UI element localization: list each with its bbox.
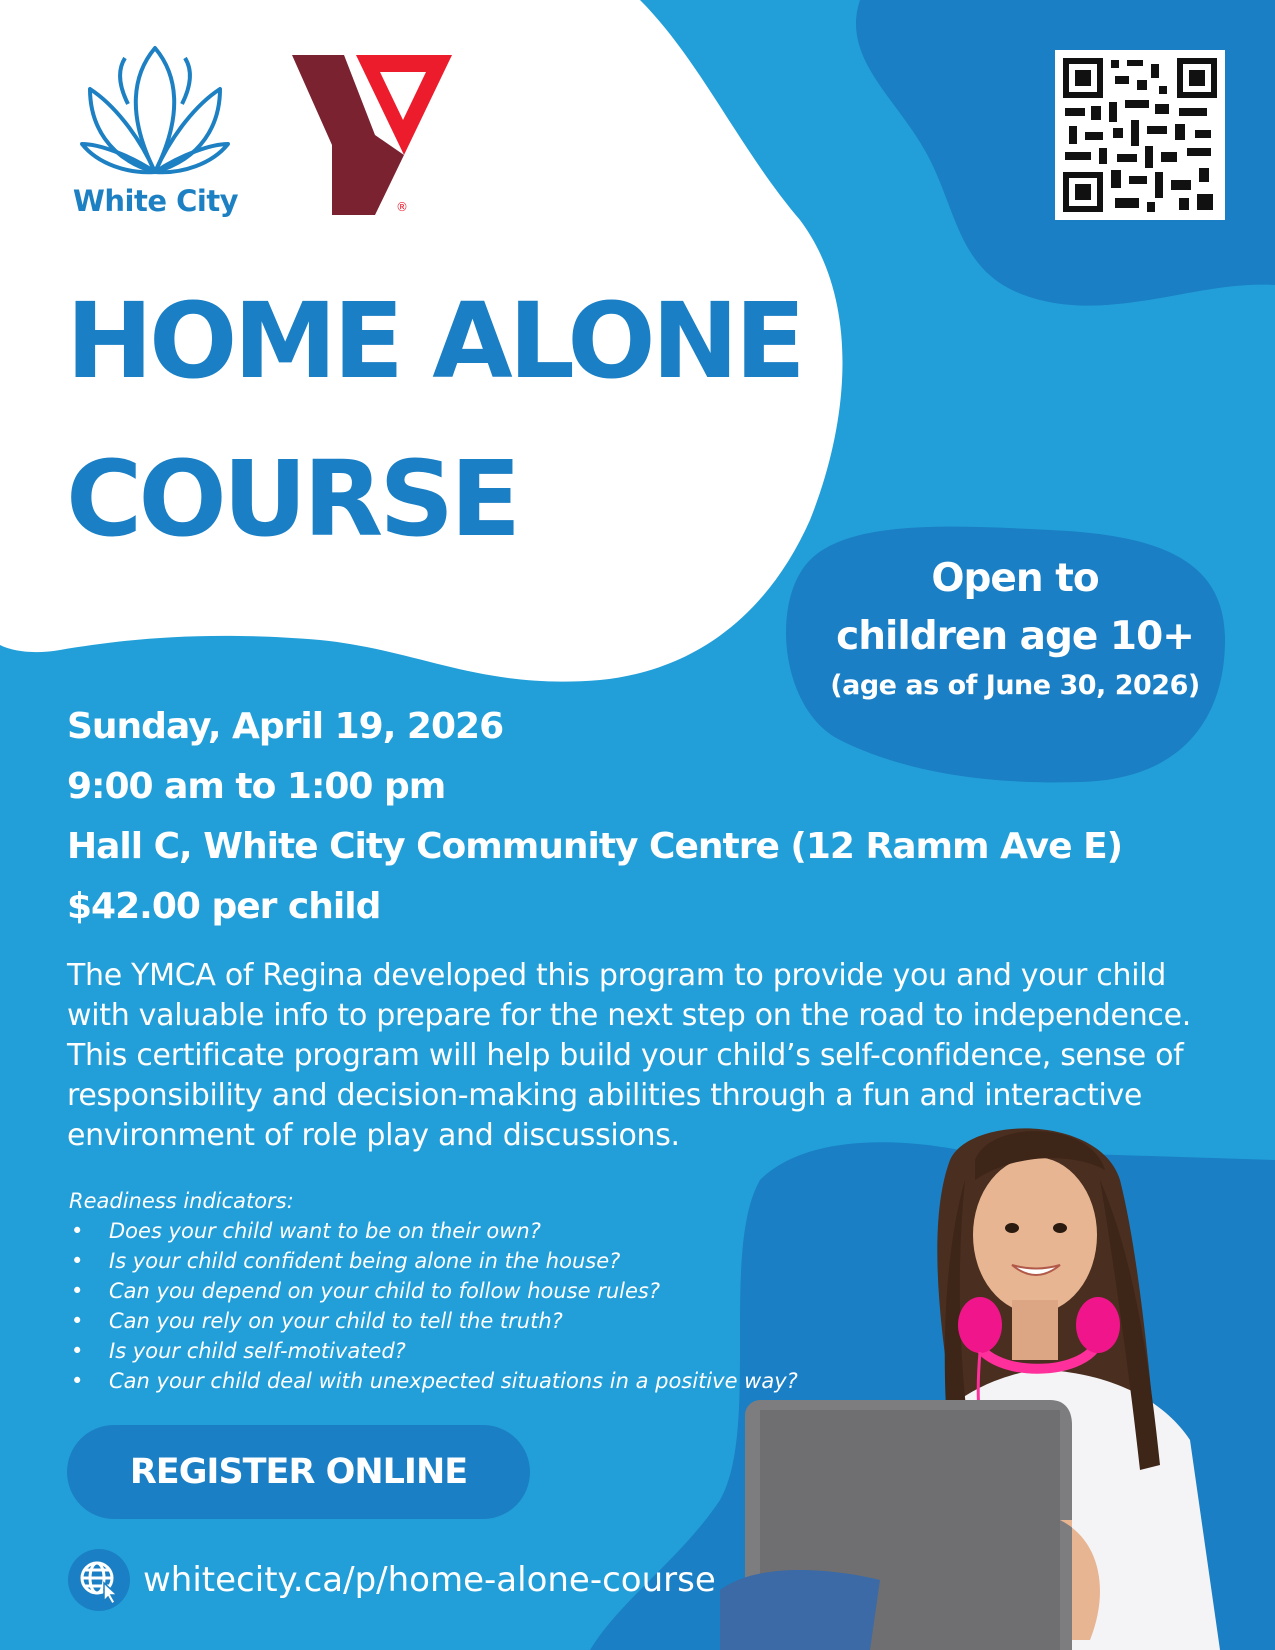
globe-icon (68, 1549, 130, 1611)
event-location: Hall C, White City Community Centre (12 Ramm Ave E) (67, 826, 1123, 867)
bullet-icon: • (71, 1249, 84, 1273)
list-item (69, 1276, 798, 1306)
list-item (69, 1306, 798, 1336)
age-badge-line-1: Open to (931, 556, 1099, 601)
lotus-icon (78, 44, 233, 184)
face-shape (973, 1157, 1097, 1313)
age-badge (800, 550, 1230, 706)
registered-mark: ® (396, 200, 408, 214)
age-badge-line-3: (age as of June 30, 2026) (830, 670, 1200, 701)
description-line-1: The YMCA of Regina developed this program to provide you and your child (67, 958, 1167, 993)
readiness-indicators (69, 1186, 798, 1396)
description-line-5: environment of role play and discussions. (67, 1118, 680, 1153)
bullet-icon: • (71, 1219, 84, 1243)
list-item (69, 1246, 798, 1276)
readiness-list (69, 1216, 798, 1396)
bullet-icon: • (71, 1369, 84, 1393)
list-item-text: Does your child want to be on their own? (109, 1219, 541, 1243)
ymca-y-icon (292, 50, 452, 225)
description-line-2: with valuable info to prepare for the next step on the road to independence. (67, 998, 1192, 1033)
description-line-3: This certificate program will help build your child’s self-confidence, sense of (67, 1038, 1184, 1073)
qr-code-icon[interactable] (1055, 50, 1225, 220)
globe-cursor-icon[interactable] (68, 1549, 130, 1611)
list-item (69, 1336, 798, 1366)
white-city-name: White City (72, 184, 239, 218)
event-price: $42.00 per child (67, 886, 381, 927)
event-time: 9:00 am to 1:00 pm (67, 766, 446, 807)
readiness-heading: Readiness indicators: (69, 1189, 294, 1213)
age-badge-line-2: children age 10+ (836, 614, 1194, 659)
website-url-link[interactable]: whitecity.ca/p/home-alone-course (143, 1560, 716, 1600)
page-title (66, 262, 802, 578)
register-online-button[interactable]: REGISTER ONLINE (67, 1425, 530, 1519)
event-date: Sunday, April 19, 2026 (67, 706, 504, 747)
list-item-text: Is your child confident being alone in the house? (109, 1249, 621, 1273)
list-item-text: Can your child deal with unexpected situations in a positive way? (109, 1369, 798, 1393)
list-item-text: Can you depend on your child to follow house rules? (109, 1279, 661, 1303)
bullet-icon: • (71, 1339, 84, 1363)
list-item (69, 1366, 798, 1396)
description-line-4: responsibility and decision-making abilities through a fun and interactive (67, 1078, 1143, 1113)
title-line-2: COURSE (66, 438, 518, 560)
list-item-text: Can you rely on your child to tell the truth? (109, 1309, 563, 1333)
title-line-1: HOME ALONE (66, 280, 802, 402)
bullet-icon: • (71, 1309, 84, 1333)
white-city-logo (68, 44, 243, 234)
qr-code-graphic (1055, 50, 1225, 220)
list-item (69, 1216, 798, 1246)
girl-with-laptop-photo (720, 1120, 1275, 1650)
ymca-logo (292, 50, 452, 225)
list-item-text: Is your child self-motivated? (109, 1339, 406, 1363)
event-details (67, 697, 1122, 937)
bullet-icon: • (71, 1279, 84, 1303)
